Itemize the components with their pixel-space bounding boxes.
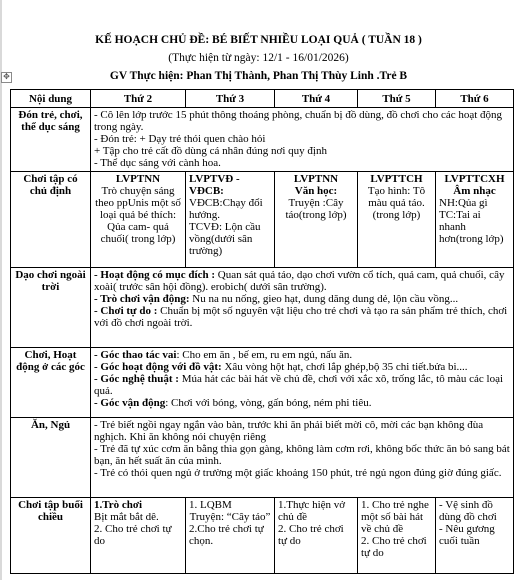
cell-text: 2. Cho trẻ chơi tự do (361, 535, 427, 559)
an-ngu-line: - Trẻ biết ngồi ngay ngắn vào bàn, trước khi ăn phải biết mời cô, mời các bạn không đùa nghịch. Khi ăn không nói chuyện riêng (94, 419, 484, 443)
cell-text: 1. Cho trẻ nghe một số bài hát về chủ đề (361, 499, 429, 535)
cell-text: Trò chuyện sáng theo ppUnis một số loại quả bé thích: Qủa cam- quả chuối( trong lớp) (95, 185, 181, 245)
row-label-choi-goc: Chơi, Hoạt động ở các góc (11, 348, 91, 418)
header-thu-2: Thứ 2 (91, 90, 186, 108)
cell-heading: LVPTNN (115, 173, 161, 185)
cell-text: - Nêu gương cuối tuần (439, 523, 495, 547)
header-thu-5: Thứ 5 (358, 90, 436, 108)
don-tre-line: - Cô lên lớp trước 15 phút thông thoáng phòng, chuẩn bị đồ dùng, đồ chơi cho các hoạt động trong ngày. (94, 109, 503, 133)
choi-tap-thu-4 (275, 172, 358, 268)
choi-tap-thu-2 (91, 172, 186, 268)
cell-text: 2.Cho trẻ chơi tự chọn. (189, 523, 264, 547)
don-tre-line: - Đón trẻ: + Dạy trẻ thói quen chào hỏi (94, 133, 266, 145)
row-label-dao-choi: Dạo chơi ngoài trời (11, 268, 91, 348)
cell-text: 1. LQBM (189, 499, 232, 511)
header-thu-6: Thứ 6 (436, 90, 514, 108)
cell-heading: 1.Trò chơi (94, 499, 143, 511)
an-ngu-content (91, 418, 514, 498)
cell-subheading: Âm nhạc (453, 185, 496, 197)
choi-tap-thu-6 (436, 172, 514, 268)
row-choi-chieu (11, 498, 514, 574)
row-don-tre (11, 108, 514, 172)
goc-item: - Góc hoạt động với đồ vật: Xâu vòng hột hạt, chơi lắp ghép,bộ 35 chi tiết.bửa bi.... (94, 361, 468, 373)
cell-text: NH:Qủa gì (439, 197, 488, 209)
document-title: KẾ HOẠCH CHỦ ĐỀ: BÉ BIẾT NHIỀU LOẠI QUẢ ( TUẦN 18 ) (95, 34, 422, 46)
weekly-plan-table (10, 89, 514, 574)
cell-heading: LVPTTCXH (444, 173, 505, 185)
cell-heading: LVPTVĐ -VĐCB: (189, 173, 240, 197)
document-date-range: (Thực hiện từ ngày: 12/1 - 16/01/2026) (168, 52, 349, 64)
document-teachers: GV Thực hiện: Phan Thị Thành, Phan Thị Thùy Linh .Trẻ B (109, 70, 408, 82)
don-tre-line: + Tập cho trẻ cất đồ dùng cá nhân đúng nơi quy định (94, 145, 327, 157)
choi-goc-content (91, 348, 514, 418)
cell-text: Truyện: “Cây táo” (189, 511, 271, 523)
cell-text: VĐCB:Chạy đổi hướng. (189, 197, 263, 221)
table-move-handle-icon[interactable]: ✥ (1, 72, 12, 83)
an-ngu-line: - Trẻ có thói quen ngủ ở trường một giấc khoảng 150 phút, trẻ ngủ ngon đúng giờ đúng giấc. (94, 467, 502, 479)
dao-choi-item: - Chơi tự do : Chuẩn bị một số nguyên vật liệu cho trẻ chơi và tạo ra sản phẩm trẻ thích, chơi với đồ chơi ngoài trời. (94, 305, 508, 329)
cell-text: - Vệ sinh đồ dùng đồ chơi (439, 499, 497, 523)
chieu-thu-5 (358, 498, 436, 574)
goc-item: - Góc thao tác vai: Cho em ăn , bế em, ru em ngủ, nấu ăn. (94, 349, 353, 361)
cell-text: 1.Thực hiện vở chủ đề (278, 499, 346, 523)
cell-text: Truyện :Cây táo(trong lớp) (285, 197, 347, 221)
cell-text: Tạo hình: Tô màu quả táo.(trong lớp) (367, 185, 426, 221)
cell-heading: LVPTNN (293, 173, 339, 185)
row-label-choi-chieu: Chơi tập buổi chiều (11, 498, 91, 574)
cell-text: 2. Cho trẻ chơi tự do (278, 523, 344, 547)
header-thu-4: Thứ 4 (275, 90, 358, 108)
choi-tap-thu-3 (186, 172, 275, 268)
table-header-row (11, 90, 514, 108)
cell-text: Bịt mắt bắt dê. (94, 511, 159, 523)
cell-heading: LVPTTCH (370, 173, 423, 185)
chieu-thu-6 (436, 498, 514, 574)
row-an-ngu (11, 418, 514, 498)
header-noi-dung: Nội dung (11, 90, 91, 108)
dao-choi-content (91, 268, 514, 348)
don-tre-content (91, 108, 514, 172)
goc-item: - Góc vận động: Chơi với bóng, vòng, gấn bóng, ném phi tiêu. (94, 397, 372, 409)
row-choi-goc (11, 348, 514, 418)
header-thu-3: Thứ 3 (186, 90, 275, 108)
cell-text: TCVĐ: Lộn cầu vồng(dưới sân trường) (189, 221, 261, 257)
row-choi-tap (11, 172, 514, 268)
row-label-choi-tap: Chơi tập có chủ định (11, 172, 91, 268)
row-label-don-tre: Đón trẻ, chơi, thể dục sáng (11, 108, 91, 172)
goc-item: - Góc nghệ thuật : Múa hát các bài hát về chủ đề, chơi với xắc xô, trống lắc, tô màu các loại quả. (94, 373, 504, 397)
an-ngu-line: - Trẻ đã tự xúc cơm ăn bằng thìa gọn gàng, không làm cơm rơi, không bốc thức ăn bỏ sang bát bạn, ăn hết suất ăn của mình. (94, 443, 510, 467)
row-dao-choi (11, 268, 514, 348)
chieu-thu-2 (91, 498, 186, 574)
page-left-edge (0, 0, 2, 580)
cell-text: TC:Tai ai nhanh hơn(trong lớp) (439, 209, 504, 245)
dao-choi-item: - Trò chơi vận động: Nu na nu nống, gieo hạt, dung dăng dung dẻ, lộn cầu vồng... (94, 293, 459, 305)
cell-subheading: Văn học: (294, 185, 338, 197)
cell-text: 2. Cho trẻ chơi tự do (94, 523, 172, 547)
chieu-thu-4 (275, 498, 358, 574)
dao-choi-item: - Hoạt động có mục đích : Quan sát quả táo, dạo chơi vườn cổ tích, quả cam, quả chuối, cây xoài( trước sân hội đồng). erobich( dưới sân trường). (94, 269, 505, 293)
chieu-thu-3 (186, 498, 275, 574)
choi-tap-thu-5 (358, 172, 436, 268)
row-label-an-ngu: Ăn, Ngủ (11, 418, 91, 498)
don-tre-line: - Thể dục sáng với cành hoa. (94, 157, 221, 169)
